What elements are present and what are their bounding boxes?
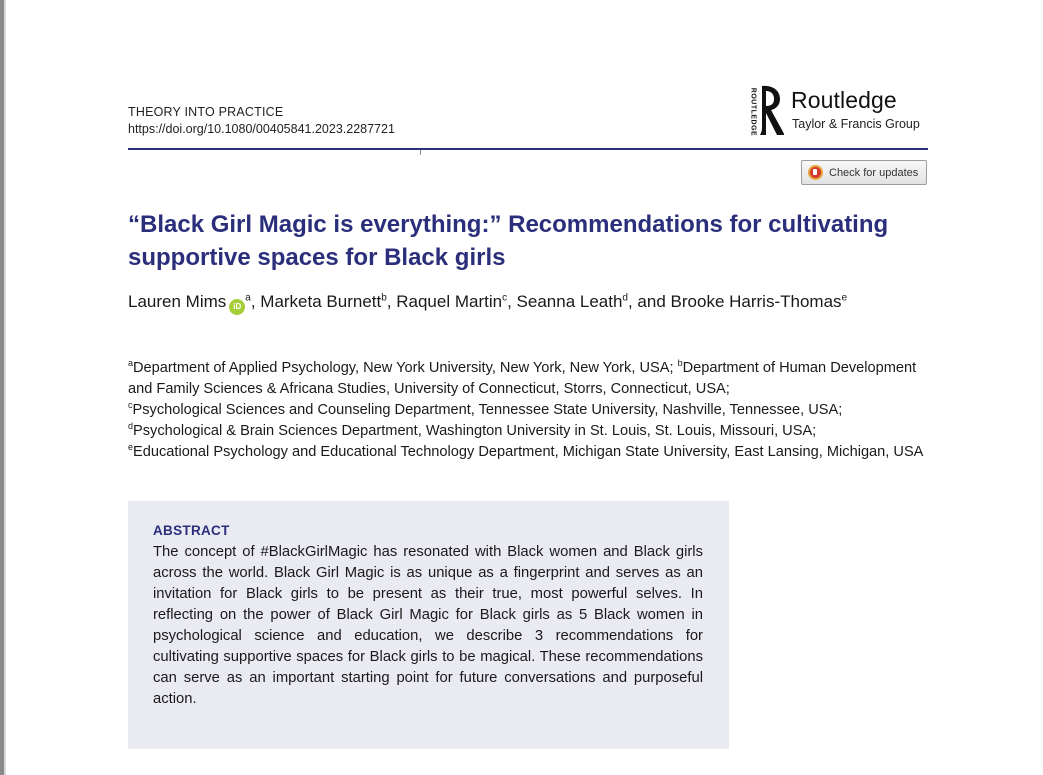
publisher-group: Taylor & Francis Group <box>792 117 920 131</box>
journal-name: THEORY INTO PRACTICE <box>128 105 284 119</box>
author-name[interactable]: Seanna Leath <box>516 292 623 311</box>
author-name[interactable]: Lauren Mims <box>128 292 227 311</box>
publisher-vertical-label: ROUTLEDGE <box>749 87 757 137</box>
page-left-edge-shadow <box>4 0 6 775</box>
affil-sup: e <box>128 442 134 453</box>
author-name[interactable]: Brooke Harris-Thomas <box>670 292 842 311</box>
publisher-name: Routledge <box>791 87 897 113</box>
abstract-heading: ABSTRACT <box>153 523 230 538</box>
affiliation: Psychological Sciences and Counseling Department, Tennessee State University, Nashville, Tennessee, USA; <box>132 402 843 418</box>
author-affil-sup: b <box>381 292 387 304</box>
affil-sup: d <box>128 421 134 432</box>
author-affil-sup: d <box>622 292 628 304</box>
affiliation: Department of Human Development and Family Sciences & Africana Studies, University of Connecticut, Storrs, Connecticut, USA; <box>128 360 917 397</box>
affiliation: Department of Applied Psychology, New York University, New York, New York, USA; <box>133 360 678 376</box>
routledge-profile-icon <box>758 84 784 136</box>
article-title: “Black Girl Magic is everything:” Recommendations for cultivating supportive spaces for Black girls <box>128 211 889 271</box>
abstract-text: The concept of #BlackGirlMagic has resonated with Black women and Black girls across the world. Black Girl Magic is as unique as a fingerprint and serves as an invitation for Black girls to be present as their true, most powerful selves. In reflecting on the power of Black Girl Magic for Black girls as 5 Black women in psychological science and education, we describe 3 recommendations for cultivating supportive spaces for Black girls to be magical. These recommendations can serve as an important starting point for future conversations and purposeful action. <box>153 544 703 707</box>
crossmark-icon <box>808 165 823 180</box>
affil-sup: c <box>128 400 133 411</box>
affiliations <box>128 358 928 463</box>
affiliation: Psychological & Brain Sciences Department, Washington University in St. Louis, St. Louis, Missouri, USA; <box>133 423 817 439</box>
author-name[interactable]: Raquel Martin <box>396 292 503 311</box>
author-name[interactable]: Marketa Burnett <box>260 292 382 311</box>
affil-sup: a <box>128 358 134 369</box>
journal-header <box>128 104 395 138</box>
header-rule <box>128 148 928 150</box>
author-affil-sup: e <box>841 292 848 304</box>
affiliation: Educational Psychology and Educational Technology Department, Michigan State University, East Lansing, Michigan, USA <box>133 444 924 460</box>
author-affil-sup: a <box>245 292 251 304</box>
abstract-box <box>128 501 729 749</box>
orcid-icon[interactable]: iD <box>229 299 245 315</box>
author-list: Lauren Mims $iD^a$, Marketa Burnett$^b$, Raquel Martin$^c$, Seanna Leath$^d$, and Brooke Harris-Thomas$^e$ <box>128 290 928 315</box>
doi-link[interactable]: https://doi.org/10.1080/00405841.2023.2287721 <box>128 122 395 136</box>
affil-sup: b <box>677 358 683 369</box>
check-for-updates-label: Check for updates <box>829 166 919 179</box>
author-affil-sup: c <box>502 292 508 304</box>
header-rule-tick <box>420 150 421 155</box>
check-for-updates-button[interactable] <box>801 160 927 185</box>
publisher-logo <box>746 84 936 136</box>
